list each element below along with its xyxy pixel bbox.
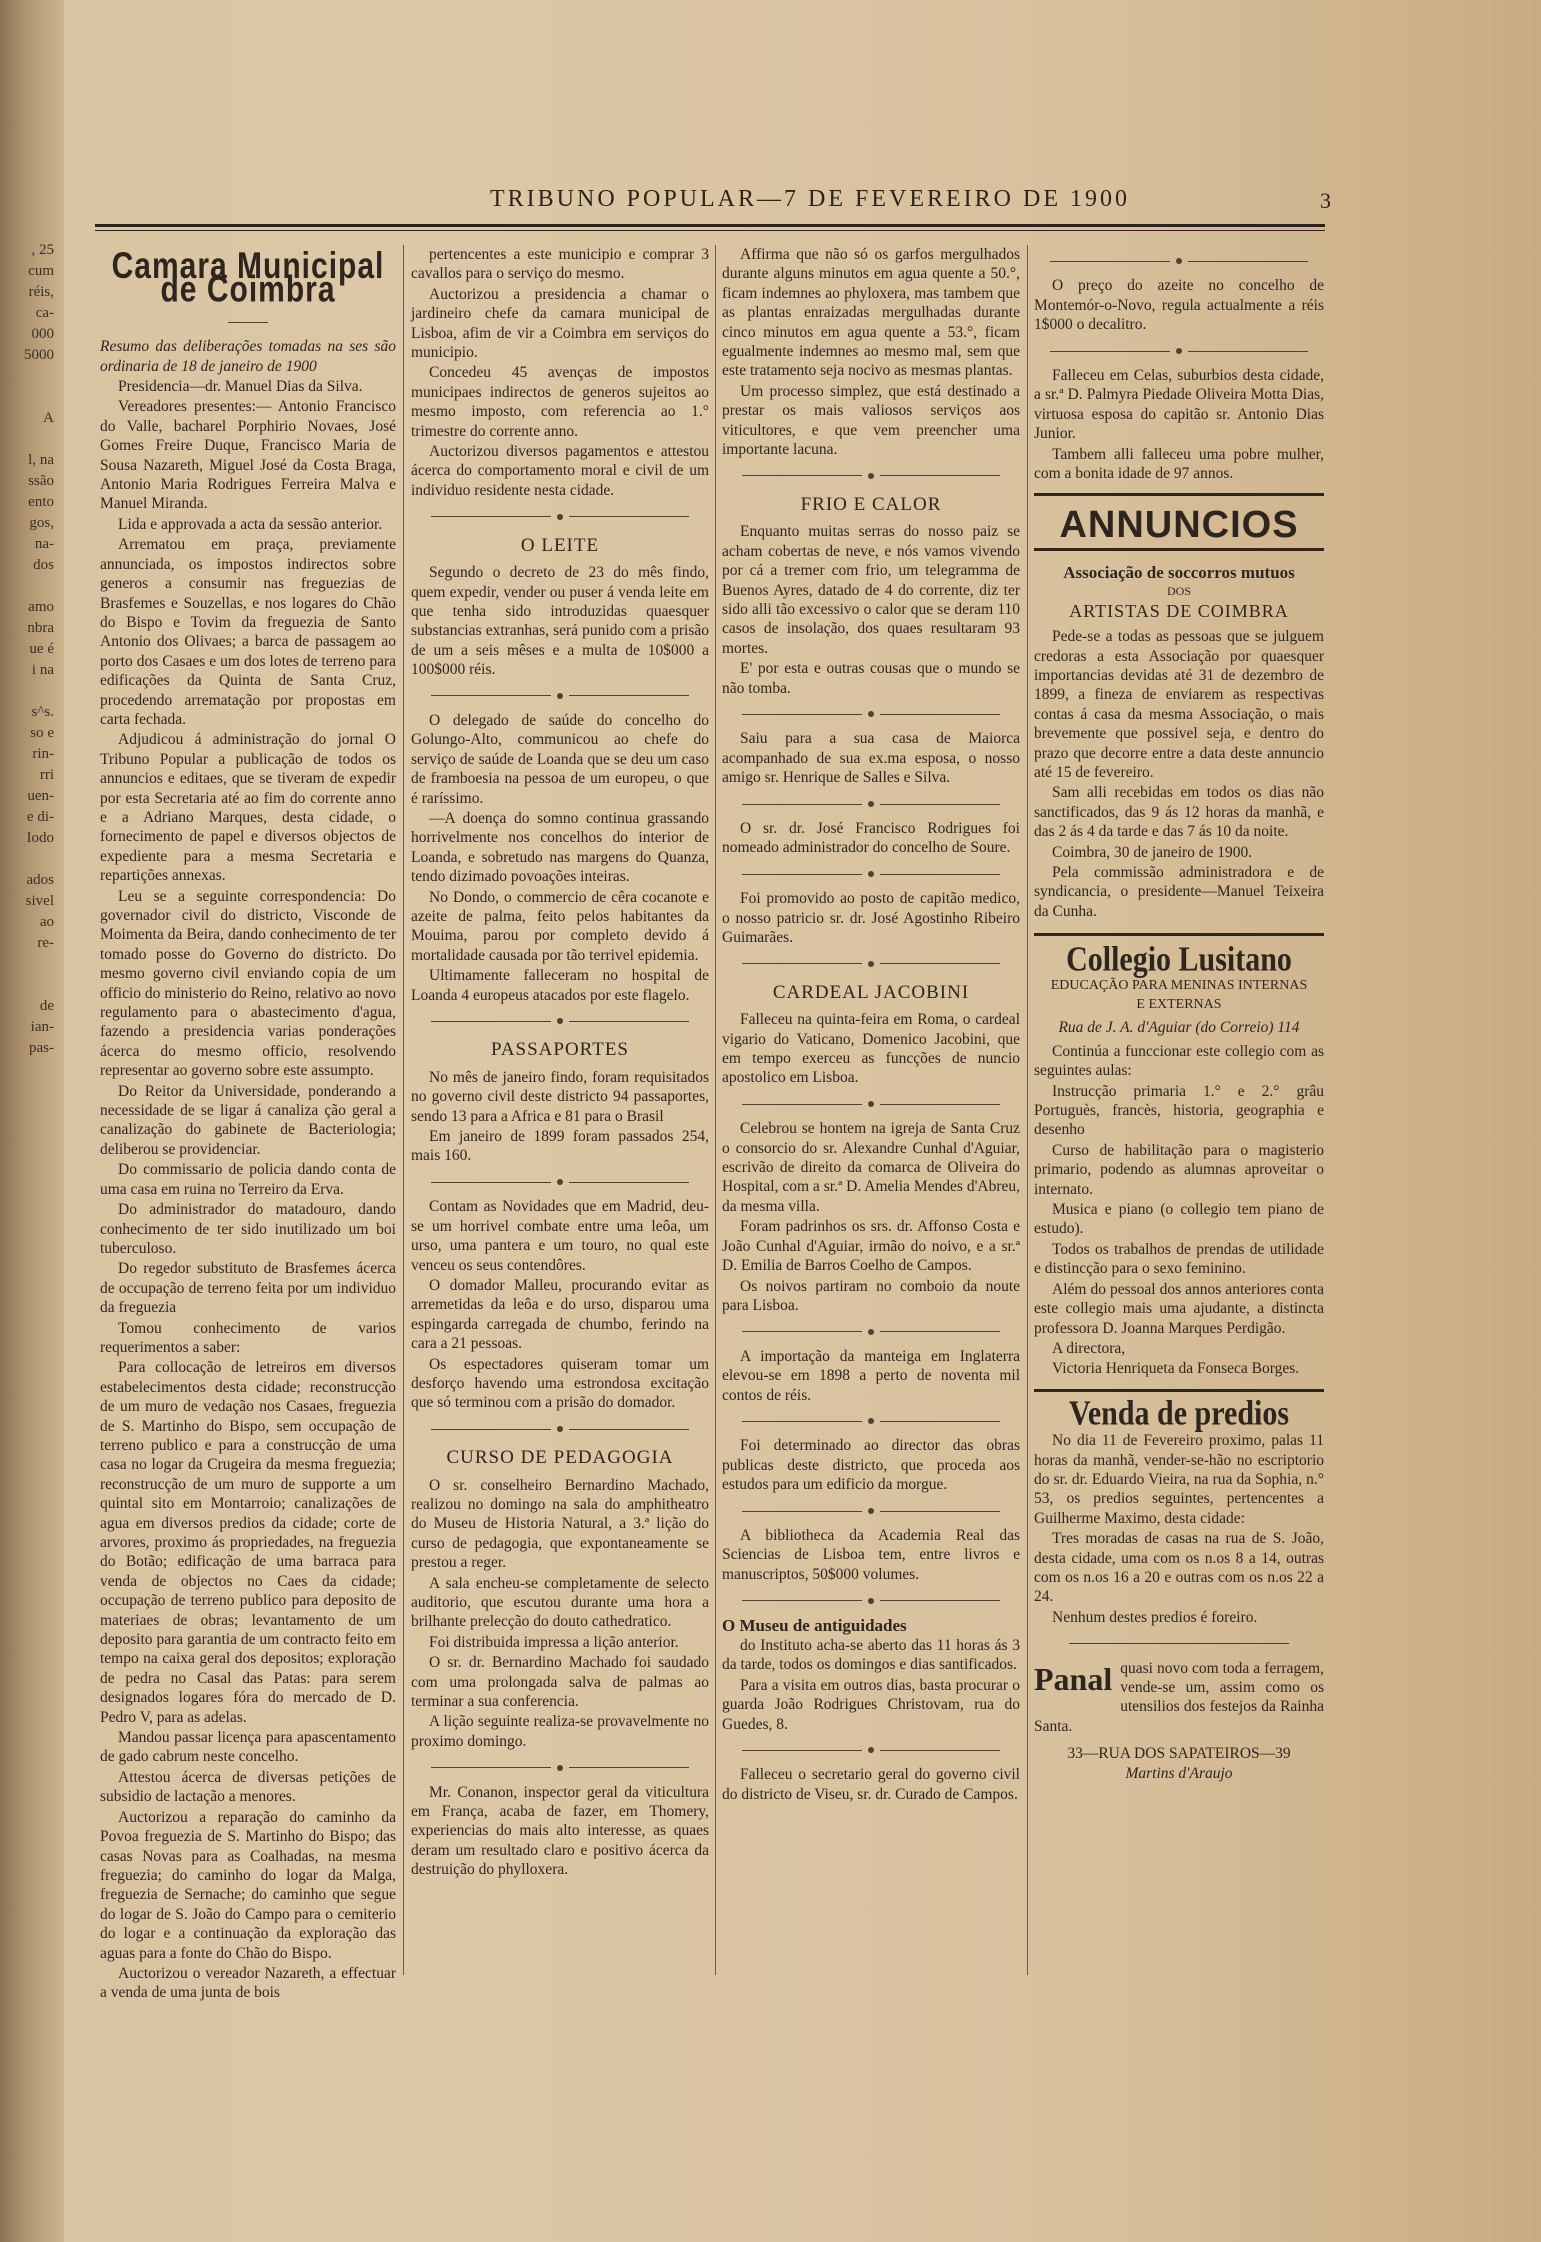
prev-page-line: pas- bbox=[29, 1040, 54, 1056]
panal-signature: Martins d'Araujo bbox=[1125, 1764, 1233, 1782]
paragraph: Foi distribuida impressa a lição anterior. bbox=[429, 1633, 679, 1651]
paragraph: Musica e piano (o collegio tem piano de estudo). bbox=[1034, 1201, 1324, 1238]
paragraph: O sr. dr. José Francisco Rodrigues foi nomeado administrador do concelho de Soure. bbox=[722, 819, 1020, 857]
paragraph: Nenhum destes predios é foreiro. bbox=[1052, 1608, 1258, 1626]
paragraph: Enquanto muitas serras do nosso paiz se acham cobertas de neve, e nós vamos vivendo por cá a tremer com frio, um telegramma de Buenos Ayres, datado de 4 do corrente, diz ter sido alli tão excessivo o calor que se deram 110 casos de insolação, dos quaes resultaram 93 mortes. bbox=[722, 523, 1020, 657]
paragraph: Victoria Henriqueta da Fonseca Borges. bbox=[1052, 1360, 1300, 1378]
capitao-paragraphs bbox=[722, 889, 1020, 947]
prev-page-line: , 25 bbox=[31, 242, 54, 258]
assoc-title: Associação de soccorros mutuos bbox=[1063, 562, 1295, 582]
prev-page-line bbox=[0, 954, 54, 975]
paragraph: Affirma que não só os garfos mergulhados durante alguns minutos em agua quente a 50.°, ficam indemnes ao phyloxera, mas tambem que as plantas enraizadas mergulhadas durante cinco minutos em agua quente a 53.°, ficam egualmente indemnes ao mesmo mal, sem que este tratamento seja nocivo as mesmas plantas. bbox=[722, 246, 1020, 380]
prev-page-line: rin- bbox=[32, 746, 54, 762]
prev-page-line: dos bbox=[33, 557, 54, 573]
phylloxera-continuation bbox=[722, 245, 1020, 459]
prev-page-line bbox=[0, 576, 54, 597]
collegio-subtitle-2: E EXTERNAS bbox=[1136, 997, 1222, 1012]
assoc-title-artistas: ARTISTAS DE COIMBRA bbox=[1069, 600, 1289, 621]
madrid-paragraphs bbox=[411, 1197, 709, 1412]
previous-page-fragments bbox=[0, 240, 54, 1059]
pedagogia-paragraphs bbox=[411, 1476, 709, 1752]
consorcio-paragraphs bbox=[722, 1119, 1020, 1315]
paragraph: Um processo simplez, que está destinado a prestar os mais valiosos serviços aos viticultores, e que vem preencher uma importante lacuna. bbox=[722, 382, 1020, 459]
venda-paragraphs bbox=[1034, 1431, 1324, 1627]
column-divider bbox=[715, 245, 716, 1975]
prev-page-line bbox=[0, 429, 54, 450]
passaportes-paragraphs bbox=[411, 1068, 709, 1166]
paragraph: Segundo o decreto de 23 do mês findo, quem expedir, vender ou puser á venda leite em que tenha sido introduzidas quaesquer substancias extranhas, será punido com a prisão de um a seis mêses e a multa de 10$000 a 100$000 réis. bbox=[411, 564, 709, 679]
prev-page-line: cum bbox=[28, 263, 54, 279]
prev-page-line: 5000 bbox=[24, 347, 54, 363]
paragraph: Auctorizou a presidencia a chamar o jardineiro chefe da camara municipal de Lisboa, afim de vir a Coimbra em serviços do municipio. bbox=[411, 285, 709, 362]
paragraph: Adjudicou á administração do jornal O Tribuno Popular a publicação de todos os annuncios e editaes, que se tiveram de expedir por esta Secretaria até ao fim do corrente anno e a Adriano Marques, desta cidade, o fornecimento de papel e diversos objectos de expediente para a mesma Secretaria e repartições annexas. bbox=[100, 731, 396, 885]
paragraph: Instrucção primaria 1.° e 2.° grâu Portuguès, francès, historia, geographia e desenho bbox=[1034, 1082, 1324, 1139]
paragraph: Pede-se a todas as pessoas que se julguem credoras a esta Associação por quaesquer importancias devidas até 31 de dezembro de 1899, a fineza de enviarem as respectivas contas á casa da mesma Associação, o mais brevemente que possivel seja, e dentro do prazo que decorre entre a data deste annuncio até 15 de fevereiro. bbox=[1034, 628, 1324, 781]
camara-paragraphs bbox=[100, 377, 396, 2003]
prev-page-line: ao bbox=[39, 914, 54, 930]
paragraph: O sr. dr. Bernardino Machado foi saudado com uma prolongada salva de palmas ao terminar a sua conferencia. bbox=[411, 1654, 709, 1711]
paragraph: Para collocação de letreiros em diversos estabelecimentos desta cidade; reconstrucção de um muro de vedação nos Casaes, freguezia de S. Martinho do Bispo, sem occupação de terreno publico e para a construcção de uma casa no logar da Crugeira da mesma freguezia; reconstrucção de um muro de supporte a um quintal sito em Montarroio; canalizações de agua em diversos predios da cidade; corte de arvores, proximo ás propriedades, na freguezia do Botão; edificação de uma barraca para venda de objectos no Caes da cidade; occupação de terreno publico para deposito de materiaes de obras; levantamento de um deposito para garantia de um contracto feito em tempo na caixa geral dos depositos; exploração de pedra no Casal das Patas: para serem designados logares fóra do mercado de D. Pedro V, para as adelas. bbox=[100, 1359, 396, 1726]
prev-page-line: nbra bbox=[27, 620, 54, 636]
paragraph: Mandou passar licença para apascentamento de gado cabrum neste concelho. bbox=[100, 1729, 396, 1766]
prev-page-line: l, na bbox=[28, 452, 54, 468]
column-3 bbox=[722, 245, 1020, 1975]
paragraph: Do Reitor da Universidade, ponderando a necessidade de se ligar á canaliza ção geral a canalização do gabinete de Bacteriologia; deliberou se providenciar. bbox=[100, 1082, 396, 1158]
paragraph: No dia 11 de Fevereiro proximo, palas 11 horas da manhã, vender-se-hão no escriptorio do sr. dr. Eduardo Vieira, na rua da Sophia, n.° 53, os predios seguintes, pertencentes a Guilherme Maximo, desta cidade: bbox=[1034, 1432, 1324, 1527]
prev-page-line bbox=[0, 366, 54, 387]
page-header: TRIBUNO POPULAR—7 DE FEVEREIRO DE 1900 bbox=[489, 186, 1130, 212]
manteiga-paragraphs bbox=[722, 1347, 1020, 1405]
paragraph: Celebrou se hontem na igreja de Santa Cruz o consorcio do sr. Alexandre Cunhal d'Aguiar, escrivão de direito da comarca de Oliveira do Hospital, com a sr.ª D. Amelia Mendes d'Abreu, da mesma villa. bbox=[722, 1120, 1020, 1215]
column-2 bbox=[411, 245, 709, 1975]
prev-page-line bbox=[0, 849, 54, 870]
soure-paragraphs bbox=[722, 819, 1020, 858]
prev-page-line bbox=[0, 387, 54, 408]
paragraph: E' por esta e outras cousas que o mundo se não tomba. bbox=[722, 660, 1020, 697]
paragraph: O preço do azeite no concelho de Montemór-o-Novo, regula actualmente a réis 1$000 o decalitro. bbox=[1034, 277, 1324, 334]
paragraph: No mês de janeiro findo, foram requisitados no governo civil deste districto 94 passaportes, sendo 13 para a Africa e 81 para o Brasil bbox=[411, 1068, 709, 1125]
column-4 bbox=[1034, 245, 1324, 1975]
paragraph: Arrematou em praça, previamente annunciada, os impostos indirectos sobre generos a consumir nas freguezias de Brasfemes e Souzellas, e nos logares do Chão do Bispo e Tovim da freguezia de Santo Antonio dos Olivaes; a barca de passagem ao porto dos Casaes e um dos lotes de terreno para edificações da Quinta de Santa Cruz, procedendo arrematação por propostas em carta fechada. bbox=[100, 536, 396, 728]
section-title-cardeal: CARDEAL JACOBINI bbox=[772, 981, 970, 1003]
paragraph: Foram padrinhos os srs. dr. Affonso Costa e João Cunhal d'Aguiar, irmão do noivo, e a sr.ª D. Emilia de Barros Coelho de Campos. bbox=[722, 1218, 1020, 1275]
paragraph: Foi promovido ao posto de capitão medico, o nosso patricio sr. dr. José Agostinho Ribeiro Guimarães. bbox=[722, 890, 1020, 946]
conanon-paragraphs bbox=[411, 1783, 709, 1880]
collegio-address: Rua de J. A. d'Aguiar (do Correio) 114 bbox=[1058, 1019, 1300, 1037]
paragraph: Leu se a seguinte correspondencia: Do governador civil do districto, Visconde de Moimenta da Beira, dando conhecimento de ter tomado posse do Governo do districto. Do mesmo governo civil enviando copia de um officio do ministerio do Reino, relativo ao novo regulamento para o abastecimento d'agua, fazendo a presidencia varias ponderações ácerca do mesmo officio, resolvendo representar ao governo sobre este assumpto. bbox=[100, 887, 396, 1080]
prev-page-line: i na bbox=[31, 662, 54, 678]
cardeal-paragraphs bbox=[722, 1010, 1020, 1088]
paragraph: Do administrador do matadouro, dando conhecimento de ter sido inutilizado um boi tuberculoso. bbox=[100, 1201, 396, 1257]
prev-page-line: de bbox=[39, 998, 54, 1014]
paragraph: Os noivos partiram no comboio da noute para Lisboa. bbox=[722, 1277, 1020, 1314]
prev-page-line bbox=[0, 975, 54, 996]
paragraph: Sam alli recebidas em todos os dias não sanctificados, das 9 ás 12 horas da manhã, e das 2 ás 4 da tarde e das 7 ás 10 da noite. bbox=[1034, 784, 1324, 841]
paragraph: Concedeu 45 avenças de impostos municipaes indirectos de generos sujeitos ao mesmo imposto, com referencia ao 1.° trimestre do corrente anno. bbox=[411, 364, 709, 440]
section-title-pedagogia: CURSO DE PEDAGOGIA bbox=[446, 1447, 674, 1469]
paragraph: O domador Malleu, procurando evitar as arremetidas da leôa e do urso, disparou uma espingarda carregada de chumbo, ferindo na cara a 21 pessoas. bbox=[411, 1276, 709, 1353]
paragraph: —A doença do somno continua grassando horrivelmente nos concelhos do interior de Loanda, e sobretudo nas margens do Quanza, tendo dizimado povoações inteiras. bbox=[411, 809, 709, 886]
paragraph: Continúa a funccionar este collegio com as seguintes aulas: bbox=[1034, 1042, 1324, 1080]
paragraph: Pela commissão administradora e de syndicancia, o presidente—Manuel Teixeira da Cunha. bbox=[1034, 863, 1324, 920]
prev-page-line: ue é bbox=[29, 641, 54, 657]
paragraph: Auctorizou diversos pagamentos e attestou ácerca do comportamento moral e civil de um individuo residente nesta cidade. bbox=[411, 443, 709, 499]
panal-text: quasi novo com toda a ferragem, vende-se um, assim como os utensilios dos festejos da Rainha Santa. bbox=[1034, 1659, 1324, 1735]
obras-paragraphs bbox=[722, 1436, 1020, 1494]
paragraph: Coimbra, 30 de janeiro de 1900. bbox=[1052, 843, 1253, 861]
paragraph: pertencentes a este municipio e comprar 3 cavallos para o serviço do mesmo. bbox=[411, 246, 709, 283]
frio-paragraphs bbox=[722, 522, 1020, 698]
panal-title: Panal bbox=[1034, 1660, 1113, 1697]
venda-title: Venda de predios bbox=[1068, 1394, 1290, 1433]
header-rule bbox=[95, 224, 1325, 227]
academia-paragraphs bbox=[722, 1526, 1020, 1584]
paragraph: Tomou conhecimento de varios requerimentos a saber: bbox=[100, 1319, 396, 1356]
paragraph: Todos os trabalhos de prendas de utilidade e distincção para o sexo feminino. bbox=[1034, 1240, 1324, 1278]
paragraph: Para a visita em outros dias, basta procurar o guarda João Rodrigues Christovam, rua do Guedes, 8. bbox=[722, 1676, 1020, 1733]
article-subtitle: Resumo das deliberações tomadas na ses são ordinaria de 18 de janeiro de 1900 bbox=[100, 338, 396, 375]
prev-page-line: na- bbox=[34, 536, 54, 552]
prev-page-line: A bbox=[43, 410, 54, 426]
paragraph: Os espectadores quiseram tomar um desforço havendo uma estrondosa excitação que só terminou com a prisão do domador. bbox=[411, 1355, 709, 1412]
loanda-paragraphs bbox=[411, 711, 709, 1005]
prev-page-line: ian- bbox=[30, 1019, 54, 1035]
prev-page-line: Iodo bbox=[26, 830, 54, 846]
paragraph: Presidencia—dr. Manuel Dias da Silva. bbox=[118, 378, 363, 396]
collegio-title: Collegio Lusitano bbox=[1066, 940, 1292, 979]
prev-page-line: gos, bbox=[29, 515, 54, 531]
prev-page-line bbox=[0, 681, 54, 702]
paragraph: A directora, bbox=[1052, 1339, 1126, 1357]
prev-page-line: réis, bbox=[28, 284, 54, 300]
annuncios-heading: ANNUNCIOS bbox=[1059, 504, 1299, 547]
museu-paragraphs bbox=[722, 1636, 1020, 1734]
paragraph: Do regedor substituto de Brasfemes ácerca de occupação de terreno feita por um individuo da freguezia bbox=[100, 1260, 396, 1317]
prev-page-line: uen- bbox=[27, 788, 54, 804]
header-rule-thin bbox=[95, 230, 1325, 231]
collegio-subtitle: EDUCAÇÃO PARA MENINAS INTERNAS bbox=[1050, 977, 1308, 993]
prev-page-line: amo bbox=[28, 599, 54, 615]
paragraph: A sala encheu-se completamente de selecto auditorio, que escutou durante uma hora a brilhante prelecção do douto cathedratico. bbox=[411, 1574, 709, 1631]
paragraph: No Dondo, o commercio de cêra cocanote e azeite de palma, feito pelos habitantes da Mouima, parou por completo devido á mortalidade causada por tão terrivel epidemia. bbox=[411, 888, 709, 964]
panal-address: 33—RUA DOS SAPATEIROS—39 bbox=[1067, 1745, 1291, 1763]
panal-ad bbox=[1034, 1659, 1324, 1737]
paragraph: Além do pessoal dos annos anteriores conta este collegio mais uma ajudante, a distincta professora D. Joanna Marques Perdigão. bbox=[1034, 1280, 1324, 1337]
paragraph: A bibliotheca da Academia Real das Sciencias de Lisboa tem, entre livros e manuscriptos, 50$000 volumes. bbox=[722, 1526, 1020, 1583]
paragraph: Curso de habilitação para o magisterio primario, podendo as alumnas aproveitar o internato. bbox=[1034, 1141, 1324, 1198]
article-title-camara: Camara Municipal de Coimbra bbox=[111, 245, 385, 311]
maiorca-paragraphs bbox=[722, 729, 1020, 787]
paragraph: Vereadores presentes:— Antonio Francisco do Valle, bacharel Porphirio Novaes, José Gomes Freire Duque, Francisco Maria de Sousa Nazareth, Miguel José da Costa Braga, Antonio Maria Rodrigues Ferreira Malva e Manuel Miranda. bbox=[100, 398, 396, 513]
collegio-paragraphs bbox=[1034, 1042, 1324, 1379]
paragraph: Falleceu em Celas, suburbios desta cidade, a sr.ª D. Palmyra Piedade Oliveira Motta Dias, virtuosa esposa do capitão sr. Antonio Dias Junior. bbox=[1034, 367, 1324, 443]
paragraph: Contam as Novidades que em Madrid, deu-se um horrivel combate entre uma leôa, um urso, uma pantera e um touro, no qual este venceu os seus contendôres. bbox=[411, 1198, 709, 1274]
museu-title: O Museu de antiguidades bbox=[722, 1615, 907, 1635]
viseu-paragraphs bbox=[722, 1765, 1020, 1804]
leite-paragraphs bbox=[411, 563, 709, 679]
paragraph: Lida e approvada a acta da sessão anterior. bbox=[118, 515, 383, 533]
column-divider bbox=[1027, 245, 1028, 1975]
paragraph: Do commissario de policia dando conta de uma casa em ruina no Terreiro da Erva. bbox=[100, 1161, 396, 1198]
prev-page-line: 000 bbox=[31, 326, 54, 342]
paragraph: Tambem alli falleceu uma pobre mulher, com a bonita idade de 97 annos. bbox=[1034, 445, 1324, 483]
prev-page-line: re- bbox=[37, 935, 54, 951]
page-number: 3 bbox=[1320, 188, 1331, 213]
camara-continuation bbox=[411, 245, 709, 500]
paragraph: do Instituto acha-se aberto das 11 horas ás 3 da tarde, todos os domingos e dias santificados. bbox=[722, 1637, 1020, 1674]
paragraph: A lição seguinte realiza-se provavelmente no proximo domingo. bbox=[411, 1713, 709, 1750]
falleceu-paragraphs bbox=[1034, 366, 1324, 483]
paragraph: O delegado de saúde do concelho do Golungo-Alto, communicou ao chefe do serviço de saúde de Loanda que se deu um caso de framboesia na pessoa de um europeu, o que é raríssimo. bbox=[411, 711, 709, 807]
paragraph: Falleceu o secretario geral do governo civil do districto de Viseu, sr. dr. Curado de Campos. bbox=[722, 1766, 1020, 1803]
prev-page-line: rri bbox=[39, 767, 54, 783]
prev-page-line: so e bbox=[30, 725, 54, 741]
assoc-title-dos: DOS bbox=[1166, 584, 1191, 599]
paragraph: Mr. Conanon, inspector geral da viticultura em França, acaba de fazer, em Thomery, experiencias do mais alto interesse, as quaes deram um resultado claro e positivo ácerca da destruição do phylloxera. bbox=[411, 1783, 709, 1879]
section-title-passaportes: PASSAPORTES bbox=[491, 1039, 629, 1061]
azeite-paragraphs bbox=[1034, 276, 1324, 334]
paragraph: Saiu para a sua casa de Maiorca acompanhado de sua ex.ma esposa, o nosso amigo sr. Henrique de Salles e Silva. bbox=[722, 730, 1020, 787]
column-divider bbox=[403, 245, 404, 1975]
paragraph: Em janeiro de 1899 foram passados 254, mais 160. bbox=[411, 1128, 709, 1165]
paragraph: Tres moradas de casas na rua de S. João, desta cidade, uma com os n.os 8 a 14, outras com os n.os 16 a 20 e outras com os n.os 22 a 24. bbox=[1034, 1530, 1324, 1606]
prev-page-line: s^s. bbox=[31, 704, 54, 720]
prev-page-line: ento bbox=[28, 494, 54, 510]
paragraph: Auctorizou a reparação do caminho da Povoa freguezia de S. Martinho do Bispo; das casas Novas para as Coalhadas, na mesma freguezia; do caminho do logar da Malga, freguezia de Sernache; do caminho que segue do logar de S. João do Campo para o cemiterio do logar e a continuação da exploração das aguas para a fonte do Chão do Bispo. bbox=[100, 1808, 396, 1962]
section-title-leite: O LEITE bbox=[520, 534, 600, 556]
paragraph: A importação da manteiga em Inglaterra elevou-se em 1898 a perto de noventa mil contos de réis. bbox=[722, 1347, 1020, 1404]
prev-page-line: sivel bbox=[25, 893, 54, 909]
section-title-frio: FRIO E CALOR bbox=[800, 493, 942, 515]
paragraph: O sr. conselheiro Bernardino Machado, realizou no domingo na sala do amphitheatro do Museu de Historia Natural, a 3.ª lição do curso de pedagogia, que expontaneamente se prestou a reger. bbox=[411, 1476, 709, 1572]
prev-page-line: ssão bbox=[28, 473, 54, 489]
paragraph: Ultimamente falleceram no hospital de Loanda 4 europeus atacados por este flagelo. bbox=[411, 967, 709, 1004]
prev-page-line: e di- bbox=[26, 809, 54, 825]
paragraph: Auctorizou o vereador Nazareth, a effectuar a venda de uma junta de bois bbox=[100, 1964, 396, 2002]
paragraph: Foi determinado ao director das obras publicas deste districto, que proceda aos estudos para um edificio da morgue. bbox=[722, 1437, 1020, 1494]
column-1 bbox=[100, 245, 396, 2002]
paragraph: Falleceu na quinta-feira em Roma, o cardeal vigario do Vaticano, Domenico Jacobini, que em tempo exerceu as funcções de nuncio apostolico em Lisboa. bbox=[722, 1011, 1020, 1087]
prev-page-line: ados bbox=[26, 872, 54, 888]
paragraph: Attestou ácerca de diversas petições de subsidio de lactação a menores. bbox=[100, 1768, 396, 1806]
assoc-paragraphs bbox=[1034, 627, 1324, 921]
prev-page-line: ca- bbox=[35, 305, 54, 321]
